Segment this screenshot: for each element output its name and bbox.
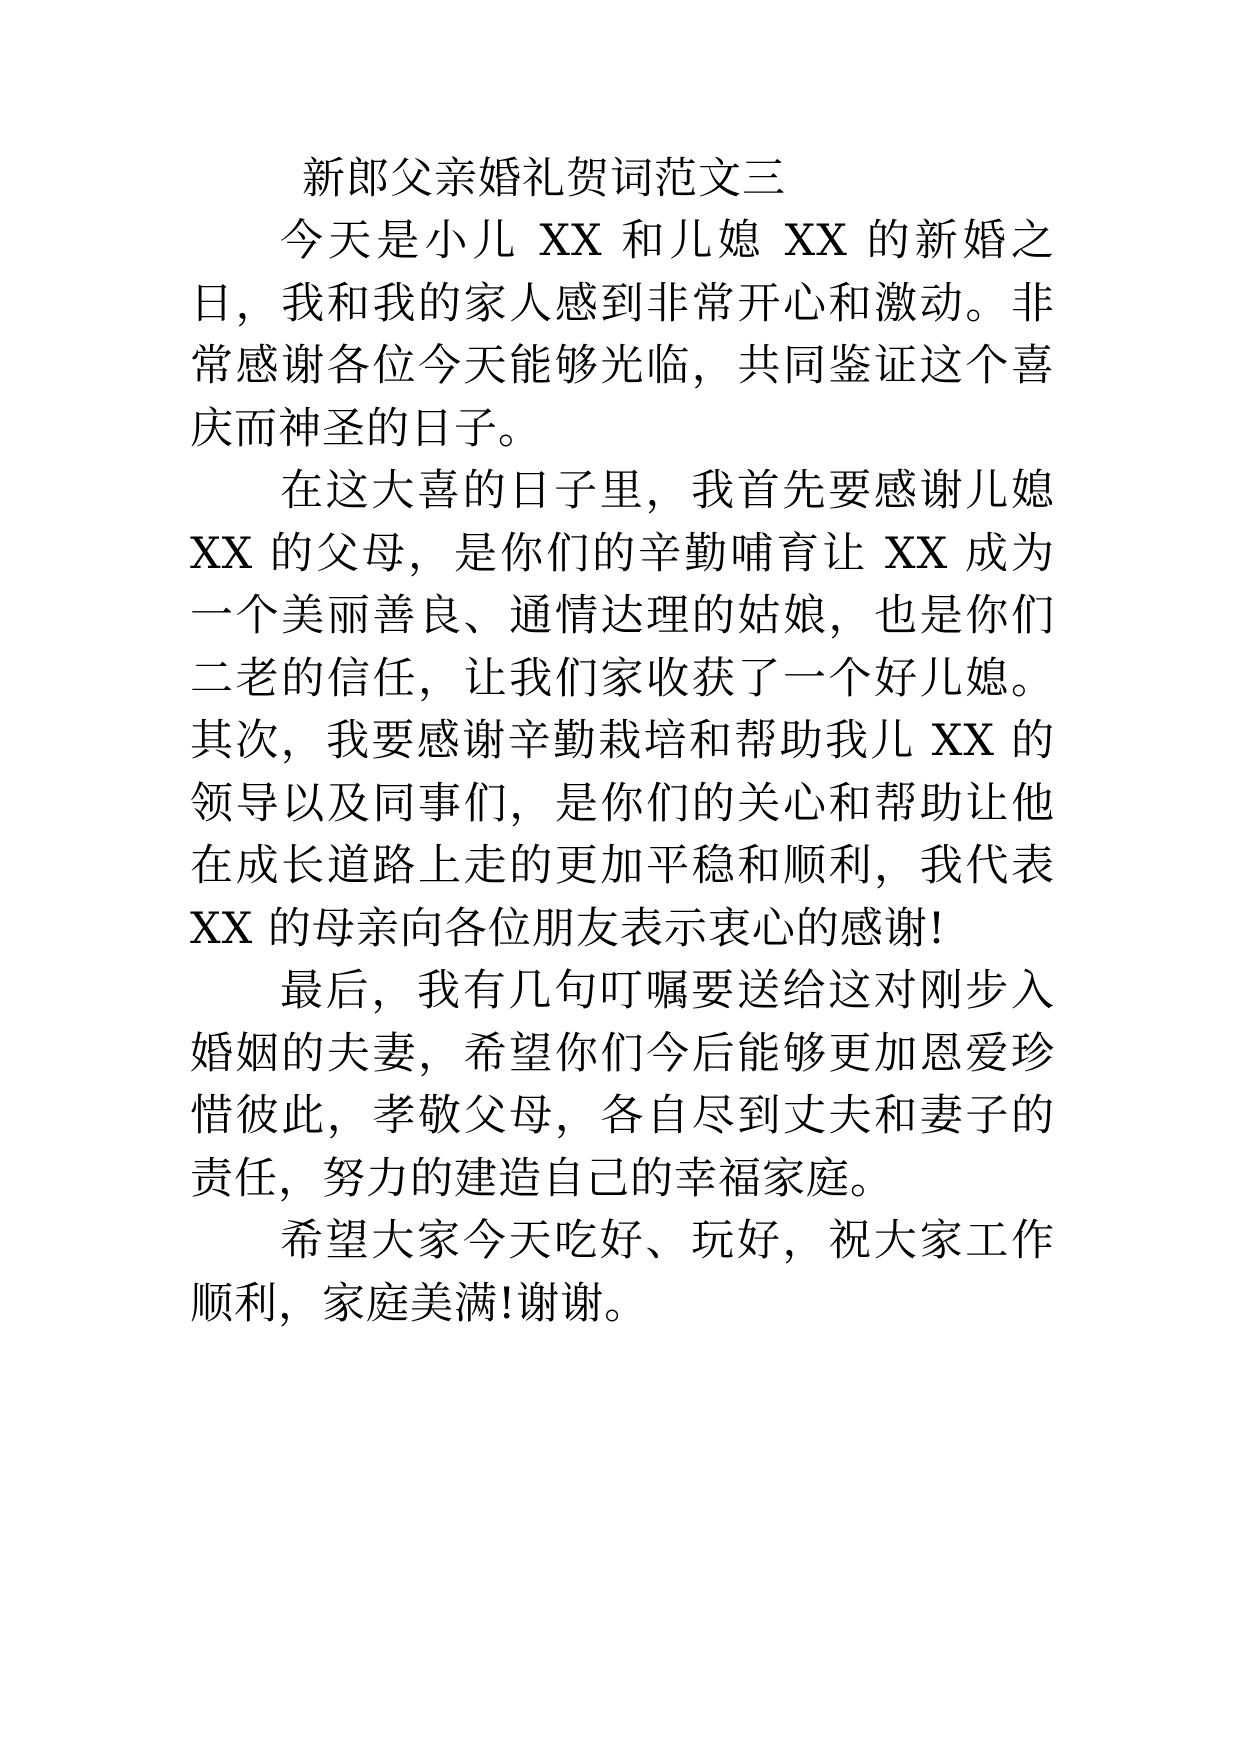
- paragraph-thanks: 在这大喜的日子里，我首先要感谢儿媳 XX 的父母，是你们的辛勤哺育让 XX 成为一个美丽善良、通情达理的姑娘，也是你们二老的信任，让我们家收获了一个好儿媳。其次，我要感谢辛勤栽培和帮助我儿 XX 的领导以及同事们，是你们的关心和帮助让他在成长道路上走的更加平稳和顺利，我代表 XX 的母亲向各位朋友表示衷心的感谢!: [190, 466, 1055, 954]
- paragraph-advice: 最后，我有几句叮嘱要送给这对刚步入婚姻的夫妻，希望你们今后能够更加恩爱珍惜彼此，孝敬父母，各自尽到丈夫和妻子的责任，努力的建造自己的幸福家庭。: [190, 966, 1055, 1204]
- document-body: [190, 148, 1055, 1335]
- paragraph-closing: 希望大家今天吃好、玩好，祝大家工作顺利，家庭美满!谢谢。: [190, 1216, 1055, 1329]
- document-title: 新郎父亲婚礼贺词范文三: [302, 154, 786, 204]
- paragraph-opening: 今天是小儿 XX 和儿媳 XX 的新婚之日，我和我的家人感到非常开心和激动。非常感谢各位今天能够光临，共同鉴证这个喜庆而神圣的日子。: [190, 216, 1055, 454]
